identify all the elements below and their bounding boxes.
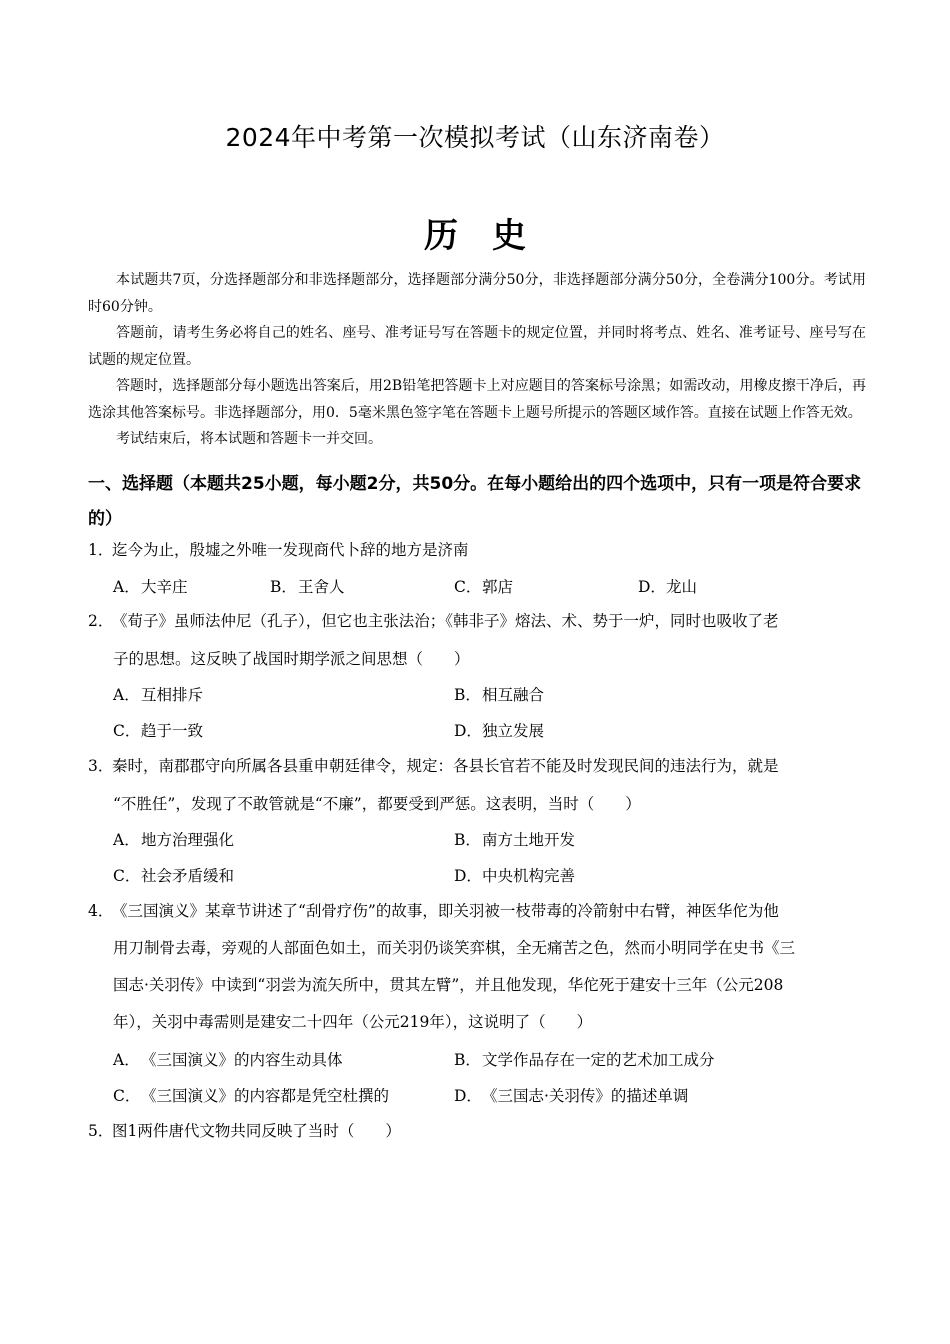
option-d: D．龙山 <box>638 578 698 596</box>
option-b: B．文学作品存在一定的艺术加工成分 <box>454 1051 715 1069</box>
question-stem-continued: 子的思想。这反映了战国时期学派之间思想（ ） <box>113 650 470 668</box>
option-a: A．互相排斥 <box>113 686 204 704</box>
option-c: C．《三国演义》的内容都是凭空杜撰的 <box>113 1087 390 1105</box>
question-stem: 《三国演义》某章节讲述了“刮骨疗伤”的故事，即关羽被一枝带毒的冷箭射中右臂，神医华佗为他 <box>112 902 779 920</box>
option-c: C．趋于一致 <box>113 722 204 740</box>
question-stem-continued: 国志·关羽传》中读到“羽尝为流矢所中，贯其左臂”，并且他发现，华佗死于建安十三年（公元208 <box>113 976 784 994</box>
question-number: 3． <box>88 757 114 775</box>
exam-instructions <box>88 267 866 453</box>
question-stem: 秦时，南郡郡守向所属各县重申朝廷律令，规定：各县长官若不能及时发现民间的违法行为，就是 <box>112 757 779 775</box>
question-stem: 迄今为止，殷墟之外唯一发现商代卜辞的地方是济南 <box>112 541 469 559</box>
option-a: A．地方治理强化 <box>113 831 235 849</box>
option-c: C．社会矛盾缓和 <box>113 867 235 885</box>
option-b: B．南方土地开发 <box>454 831 576 849</box>
option-d: D．独立发展 <box>454 722 545 740</box>
question-5 <box>88 1113 868 1150</box>
question-3 <box>88 748 868 785</box>
question-number: 5． <box>88 1122 114 1140</box>
question-2 <box>88 603 868 640</box>
question-stem-continued: 年），关羽中毒需则是建安二十四年（公元219年），这说明了（ ） <box>113 1013 593 1031</box>
question-number: 1． <box>88 541 114 559</box>
question-4 <box>88 893 868 930</box>
instruction-paragraph: 本试题共7页，分选择题部分和非选择题部分，选择题部分满分50分，非选择题部分满分50分，全卷满分100分。考试用时60分钟。 <box>88 272 866 315</box>
instruction-paragraph: 答题前，请考生务必将自己的姓名、座号、准考证号写在答题卡的规定位置，并同时将考点、姓名、准考证号、座号写在试题的规定位置。 <box>88 325 866 368</box>
option-d: D．中央机构完善 <box>454 867 576 885</box>
option-d: D．《三国志·关羽传》的描述单调 <box>454 1087 689 1105</box>
option-c: C．郭店 <box>454 578 514 596</box>
question-number: 2． <box>88 612 114 630</box>
instruction-paragraph: 答题时，选择题部分每小题选出答案后，用2B铅笔把答题卡上对应题目的答案标号涂黑；如需改动，用橡皮擦干净后，再选涂其他答案标号。非选择题部分，用0．5毫米黑色签字笔在答题卡上题号所提示的答题区域作答。直接在试题上作答无效。 <box>88 378 866 421</box>
question-stem-continued: 用刀制骨去毒，旁观的人部面色如土，而关羽仍谈笑弈棋，全无痛苦之色，然而小明同学在史书《三 <box>113 939 796 957</box>
instruction-paragraph: 考试结束后，将本试题和答题卡一并交回。 <box>116 431 382 447</box>
option-a: A．大辛庄 <box>113 578 188 596</box>
section-heading: 一、选择题（本题共25小题，每小题2分，共50分。在每小题给出的四个选项中，只有一项是符合要求的） <box>88 474 862 529</box>
question-stem: 图1两件唐代文物共同反映了当时（ ） <box>112 1122 401 1140</box>
question-stem: 《荀子》虽师法仲尼（孔子），但它也主张法治；《韩非子》熔法、术、势于一炉，同时也吸收了老 <box>112 612 779 630</box>
question-1 <box>88 532 868 569</box>
question-stem-continued: “不胜任”，发现了不敢管就是“不廉”，都要受到严惩。这表明，当时（ ） <box>113 795 641 813</box>
subject-title: 历 史 <box>424 216 526 256</box>
option-b: B．王舍人 <box>270 578 345 596</box>
question-number: 4． <box>88 902 114 920</box>
option-b: B．相互融合 <box>454 686 545 704</box>
exam-title: 2024年中考第一次模拟考试（山东济南卷） <box>225 123 725 152</box>
option-a: A．《三国演义》的内容生动具体 <box>113 1051 343 1069</box>
